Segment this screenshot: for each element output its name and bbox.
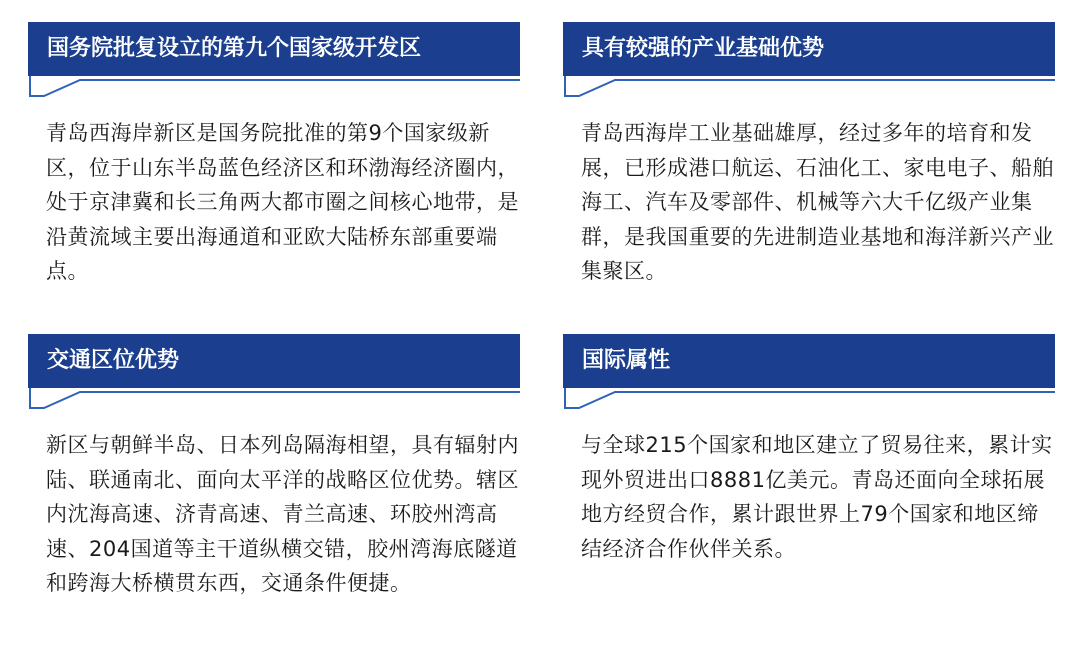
section-header (563, 334, 1055, 388)
header-tab-decoration (563, 76, 1055, 100)
section-header (28, 22, 520, 76)
header-tab-decoration (28, 388, 520, 412)
section-body: 新区与朝鲜半岛、日本列岛隔海相望，具有辐射内陆、联通南北、面向太平洋的战略区位优势。辖区内沈海高速、济青高速、青兰高速、环胶州湾高速、204国道等主干道纵横交错，胶州湾海底隧道和跨海大桥横贯东西，交通条件便捷。 (46, 433, 519, 595)
section-body: 青岛西海岸新区是国务院批准的第9个国家级新区，位于山东半岛蓝色经济区和环渤海经济圈内，处于京津冀和长三角两大都市圈之间核心地带，是沿黄流域主要出海通道和亚欧大陆桥东部重要端点。 (46, 121, 519, 283)
section-transport-location (28, 334, 520, 595)
header-tab-decoration (28, 76, 520, 100)
section-development-zone (28, 22, 520, 283)
section-body: 青岛西海岸工业基础雄厚，经过多年的培育和发展，已形成港口航运、石油化工、家电电子、船舶海工、汽车及零部件、机械等六大千亿级产业集群，是我国重要的先进制造业基地和海洋新兴产业集聚区。 (581, 121, 1054, 283)
section-title: 国务院批复设立的第九个国家级开发区 (47, 36, 422, 61)
section-international (563, 334, 1055, 561)
header-tab-decoration (563, 388, 1055, 412)
section-body: 与全球215个国家和地区建立了贸易往来，累计实现外贸进出口8881亿美元。青岛还面向全球拓展地方经贸合作，累计跟世界上79个国家和地区缔结经济合作伙伴关系。 (581, 433, 1053, 561)
section-title: 具有较强的产业基础优势 (582, 36, 825, 61)
section-header (28, 334, 520, 388)
section-title: 交通区位优势 (47, 348, 180, 373)
section-industrial-base (563, 22, 1055, 283)
section-title: 国际属性 (582, 348, 671, 373)
section-header (563, 22, 1055, 76)
